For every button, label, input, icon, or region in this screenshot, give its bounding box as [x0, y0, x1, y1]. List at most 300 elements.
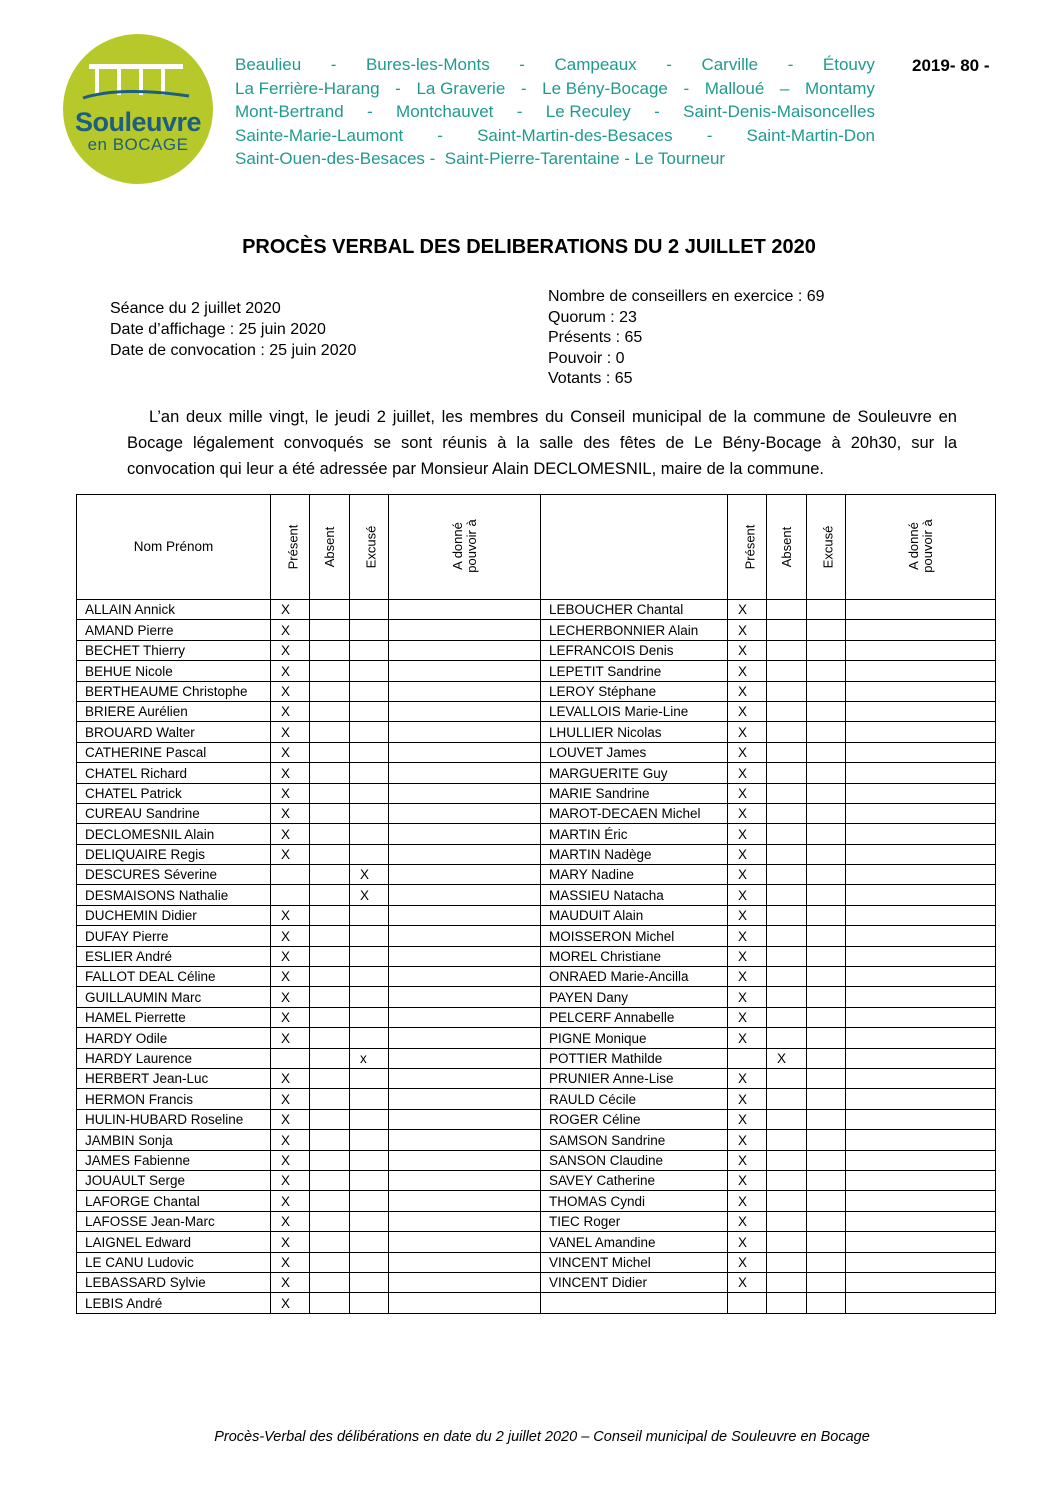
pouvoir-to-left	[389, 824, 541, 844]
pouvoir-to-left	[389, 620, 541, 640]
pouvoir-to-right	[846, 1293, 996, 1313]
present-mark-left: X	[271, 1150, 310, 1170]
excuse-mark-left	[350, 1068, 389, 1088]
member-name-right: MARTIN Éric	[541, 824, 728, 844]
pouvoir-to-right	[846, 1130, 996, 1150]
present-mark-left: X	[271, 620, 310, 640]
absent-mark-right	[767, 824, 807, 844]
excuse-mark-right	[807, 844, 846, 864]
commune: Campeaux	[554, 55, 637, 74]
member-name-left: DUFAY Pierre	[77, 926, 271, 946]
count-pouvoir: Pouvoir : 0	[548, 349, 625, 367]
excuse-mark-left	[350, 1211, 389, 1231]
member-name-left: JOUAULT Serge	[77, 1170, 271, 1190]
table-row	[77, 1232, 996, 1252]
pouvoir-to-left	[389, 946, 541, 966]
member-name-right: SAMSON Sandrine	[541, 1130, 728, 1150]
present-mark-right: X	[728, 783, 767, 803]
excuse-mark-right	[807, 1150, 846, 1170]
pouvoir-to-right	[846, 763, 996, 783]
header-present	[271, 495, 310, 600]
separator: -	[683, 78, 690, 98]
seance-date: Séance du 2 juillet 2020	[110, 300, 281, 317]
commune: Beaulieu	[235, 55, 302, 74]
pouvoir-to-right	[846, 967, 996, 987]
table-row	[77, 742, 996, 762]
pouvoir-to-right	[846, 885, 996, 905]
commune: La Graverie	[416, 78, 506, 98]
present-mark-left: X	[271, 600, 310, 620]
absent-mark-right	[767, 681, 807, 701]
table-row	[77, 987, 996, 1007]
present-mark-left: X	[271, 1028, 310, 1048]
excuse-mark-left	[350, 803, 389, 823]
pouvoir-to-right	[846, 987, 996, 1007]
communes-list	[235, 53, 875, 171]
present-mark-right: X	[728, 1130, 767, 1150]
table-row	[77, 1068, 996, 1088]
pouvoir-to-right	[846, 824, 996, 844]
absent-mark-right	[767, 1028, 807, 1048]
table-row	[77, 1130, 996, 1150]
pouvoir-to-right	[846, 1068, 996, 1088]
member-name-right: LEVALLOIS Marie-Line	[541, 701, 728, 721]
excuse-mark-right	[807, 1068, 846, 1088]
header-absent-right-label: Absent	[779, 526, 795, 568]
commune: Montamy	[805, 78, 875, 98]
excuse-mark-right	[807, 620, 846, 640]
excuse-mark-left	[350, 824, 389, 844]
excuse-mark-left	[350, 1007, 389, 1027]
excuse-mark-right	[807, 722, 846, 742]
logo-bridge-graphic	[81, 62, 191, 102]
absent-mark-right: X	[767, 1048, 807, 1068]
excuse-mark-left	[350, 1272, 389, 1292]
member-name-left: BROUARD Walter	[77, 722, 271, 742]
communes-line	[235, 147, 875, 171]
member-name-right: MARGUERITE Guy	[541, 763, 728, 783]
member-name-right: MOISSERON Michel	[541, 926, 728, 946]
header-excuse	[350, 495, 389, 600]
pouvoir-to-left	[389, 722, 541, 742]
table-row	[77, 783, 996, 803]
absent-mark-right	[767, 865, 807, 885]
absent-mark-left	[310, 701, 350, 721]
excuse-mark-left	[350, 742, 389, 762]
pouvoir-to-right	[846, 1150, 996, 1170]
absent-mark-right	[767, 1272, 807, 1292]
absent-mark-right	[767, 722, 807, 742]
pouvoir-to-left	[389, 1130, 541, 1150]
excuse-mark-left	[350, 967, 389, 987]
member-name-right: VANEL Amandine	[541, 1232, 728, 1252]
header-pouvoir-right	[846, 495, 996, 600]
absent-mark-left	[310, 803, 350, 823]
separator: -	[787, 55, 794, 74]
present-mark-left: X	[271, 1130, 310, 1150]
present-mark-right: X	[728, 640, 767, 660]
member-name-left: BECHET Thierry	[77, 640, 271, 660]
commune: Bures-les-Monts	[365, 55, 490, 74]
absent-mark-right	[767, 783, 807, 803]
present-mark-right: X	[728, 722, 767, 742]
pouvoir-to-right	[846, 1007, 996, 1027]
count-exercice: Nombre de conseillers en exercice : 69	[548, 288, 825, 305]
member-name-right: POTTIER Mathilde	[541, 1048, 728, 1068]
present-mark-right: X	[728, 1068, 767, 1088]
present-mark-left: X	[271, 926, 310, 946]
absent-mark-right	[767, 946, 807, 966]
present-mark-right: X	[728, 844, 767, 864]
pouvoir-to-left	[389, 844, 541, 864]
present-mark-left: X	[271, 1089, 310, 1109]
table-row	[77, 905, 996, 925]
table-row	[77, 1028, 996, 1048]
pouvoir-to-left	[389, 1109, 541, 1129]
absent-mark-left	[310, 661, 350, 681]
present-mark-left: X	[271, 987, 310, 1007]
excuse-mark-right	[807, 1232, 846, 1252]
table-row	[77, 1191, 996, 1211]
absent-mark-right	[767, 661, 807, 681]
excuse-mark-left	[350, 1028, 389, 1048]
date-convocation: Date de convocation : 25 juin 2020	[110, 342, 357, 359]
page-reference: 2019- 80 -	[912, 56, 990, 75]
logo-name: Souleuvre	[74, 107, 202, 137]
excuse-mark-left	[350, 946, 389, 966]
absent-mark-left	[310, 763, 350, 783]
absent-mark-right	[767, 1293, 807, 1313]
commune: Sainte-Marie-Laumont	[235, 125, 404, 145]
pouvoir-to-right	[846, 946, 996, 966]
member-name-right: PELCERF Annabelle	[541, 1007, 728, 1027]
commune: Saint-Martin-des-Besaces	[477, 125, 673, 145]
pouvoir-to-right	[846, 620, 996, 640]
present-mark-left: X	[271, 742, 310, 762]
absent-mark-right	[767, 1089, 807, 1109]
absent-mark-right	[767, 763, 807, 783]
present-mark-left: X	[271, 844, 310, 864]
excuse-mark-right	[807, 803, 846, 823]
excuse-mark-right	[807, 1211, 846, 1231]
excuse-mark-left	[350, 1293, 389, 1313]
excuse-mark-left: X	[350, 885, 389, 905]
member-name-left: HERBERT Jean-Luc	[77, 1068, 271, 1088]
pouvoir-to-left	[389, 1048, 541, 1068]
present-mark-left: X	[271, 681, 310, 701]
excuse-mark-right	[807, 1272, 846, 1292]
member-name-left: LE CANU Ludovic	[77, 1252, 271, 1272]
pouvoir-to-right	[846, 1191, 996, 1211]
member-name-right: MAROT-DECAEN Michel	[541, 803, 728, 823]
header-absent-label: Absent	[322, 526, 338, 568]
pouvoir-to-right	[846, 865, 996, 885]
count-presents: Présents : 65	[548, 329, 643, 346]
member-name-left: ESLIER André	[77, 946, 271, 966]
member-name-left: HARDY Odile	[77, 1028, 271, 1048]
absent-mark-right	[767, 1109, 807, 1129]
header-name-right	[541, 495, 728, 600]
excuse-mark-left	[350, 722, 389, 742]
member-name-right: SANSON Claudine	[541, 1150, 728, 1170]
absent-mark-left	[310, 967, 350, 987]
absent-mark-right	[767, 600, 807, 620]
header-absent	[310, 495, 350, 600]
present-mark-right: X	[728, 701, 767, 721]
absent-mark-left	[310, 926, 350, 946]
present-mark-right: X	[728, 967, 767, 987]
member-name-right: VINCENT Michel	[541, 1252, 728, 1272]
member-name-right: VINCENT Didier	[541, 1272, 728, 1292]
member-name-left: CATHERINE Pascal	[77, 742, 271, 762]
pouvoir-to-right	[846, 681, 996, 701]
member-name-left: DESCURES Séverine	[77, 865, 271, 885]
present-mark-right: X	[728, 1211, 767, 1231]
absent-mark-left	[310, 905, 350, 925]
commune: Saint-Martin-Don	[746, 125, 875, 145]
pouvoir-to-right	[846, 661, 996, 681]
absent-mark-left	[310, 742, 350, 762]
table-row	[77, 1211, 996, 1231]
absent-mark-right	[767, 905, 807, 925]
excuse-mark-left	[350, 783, 389, 803]
table-row	[77, 946, 996, 966]
member-name-left: FALLOT DEAL Céline	[77, 967, 271, 987]
member-name-right: PRUNIER Anne-Lise	[541, 1068, 728, 1088]
pouvoir-to-left	[389, 1211, 541, 1231]
absent-mark-right	[767, 1007, 807, 1027]
table-row	[77, 1109, 996, 1129]
table-row	[77, 824, 996, 844]
header-absent-right	[767, 495, 807, 600]
pouvoir-to-right	[846, 803, 996, 823]
excuse-mark-right	[807, 1252, 846, 1272]
excuse-mark-right	[807, 640, 846, 660]
absent-mark-left	[310, 1068, 350, 1088]
separator: -	[330, 55, 337, 74]
member-name-left: BEHUE Nicole	[77, 661, 271, 681]
excuse-mark-right	[807, 701, 846, 721]
absent-mark-left	[310, 885, 350, 905]
absent-mark-left	[310, 1130, 350, 1150]
present-mark-right: X	[728, 763, 767, 783]
pouvoir-to-right	[846, 1028, 996, 1048]
communes-line	[235, 124, 875, 148]
member-name-right: LECHERBONNIER Alain	[541, 620, 728, 640]
member-name-left: JAMES Fabienne	[77, 1150, 271, 1170]
count-quorum: Quorum : 23	[548, 308, 637, 326]
member-name-right: MARY Nadine	[541, 865, 728, 885]
table-row	[77, 763, 996, 783]
pouvoir-to-left	[389, 1252, 541, 1272]
excuse-mark-right	[807, 1089, 846, 1109]
table-row	[77, 722, 996, 742]
count-votants: Votants : 65	[548, 370, 633, 387]
excuse-mark-left	[350, 640, 389, 660]
present-mark-left: X	[271, 1109, 310, 1129]
communes-line	[235, 100, 875, 124]
excuse-mark-right	[807, 967, 846, 987]
member-name-right: LEPETIT Sandrine	[541, 661, 728, 681]
member-name-left: HERMON Francis	[77, 1089, 271, 1109]
attendance-table	[76, 494, 996, 1314]
member-name-left: HAMEL Pierrette	[77, 1007, 271, 1027]
pouvoir-to-right	[846, 1048, 996, 1068]
table-row	[77, 1150, 996, 1170]
table-row	[77, 1048, 996, 1068]
header-present-right	[728, 495, 767, 600]
separator: -	[519, 55, 525, 74]
logo-subtitle: en BOCAGE	[87, 135, 189, 154]
separator: -	[395, 78, 401, 98]
absent-mark-left	[310, 620, 350, 640]
present-mark-right: X	[728, 1150, 767, 1170]
pouvoir-to-left	[389, 783, 541, 803]
table-row	[77, 803, 996, 823]
present-mark-right: X	[728, 600, 767, 620]
commune: Saint-Ouen-des-Besaces - Saint-Pierre-Tarentaine - Le Tourneur	[235, 149, 726, 168]
pouvoir-to-right	[846, 600, 996, 620]
excuse-mark-left	[350, 763, 389, 783]
pouvoir-to-right	[846, 1089, 996, 1109]
member-name-right: ROGER Céline	[541, 1109, 728, 1129]
pouvoir-to-right	[846, 1170, 996, 1190]
excuse-mark-left	[350, 1232, 389, 1252]
member-name-right: TIEC Roger	[541, 1211, 728, 1231]
separator: -	[666, 55, 672, 74]
header-pouvoir-right-label: A donné pouvoir à	[905, 519, 935, 573]
pouvoir-to-left	[389, 1170, 541, 1190]
excuse-mark-left	[350, 1089, 389, 1109]
absent-mark-right	[767, 987, 807, 1007]
separator: -	[706, 125, 713, 145]
excuse-mark-right	[807, 661, 846, 681]
pouvoir-to-left	[389, 1068, 541, 1088]
table-row	[77, 844, 996, 864]
excuse-mark-right	[807, 681, 846, 701]
excuse-mark-left	[350, 1191, 389, 1211]
absent-mark-left	[310, 987, 350, 1007]
pouvoir-to-left	[389, 967, 541, 987]
commune: Le Bény-Bocage	[542, 78, 668, 98]
header-pouvoir-label: A donné pouvoir à	[449, 519, 479, 573]
excuse-mark-right	[807, 865, 846, 885]
absent-mark-right	[767, 885, 807, 905]
date-affichage: Date d’affichage : 25 juin 2020	[110, 321, 326, 338]
attendance-rows	[77, 600, 996, 1314]
present-mark-right: X	[728, 885, 767, 905]
commune: Saint-Denis-Maisoncelles	[683, 102, 875, 121]
excuse-mark-right	[807, 1293, 846, 1313]
absent-mark-left	[310, 865, 350, 885]
member-name-right: LOUVET James	[541, 742, 728, 762]
member-name-left: BERTHEAUME Christophe	[77, 681, 271, 701]
commune: Malloué	[704, 78, 765, 98]
excuse-mark-right	[807, 1191, 846, 1211]
excuse-mark-right	[807, 1007, 846, 1027]
present-mark-right	[728, 1048, 767, 1068]
absent-mark-right	[767, 620, 807, 640]
pouvoir-to-left	[389, 905, 541, 925]
excuse-mark-right	[807, 987, 846, 1007]
absent-mark-right	[767, 1130, 807, 1150]
seance-info	[110, 298, 356, 361]
present-mark-left: X	[271, 1170, 310, 1190]
table-row	[77, 1272, 996, 1292]
present-mark-left: X	[271, 763, 310, 783]
excuse-mark-left: X	[350, 865, 389, 885]
pouvoir-to-right	[846, 1211, 996, 1231]
separator: –	[779, 78, 790, 98]
excuse-mark-left	[350, 600, 389, 620]
present-mark-left: X	[271, 1293, 310, 1313]
present-mark-left	[271, 865, 310, 885]
table-row	[77, 681, 996, 701]
pouvoir-to-right	[846, 844, 996, 864]
member-name-right: ONRAED Marie-Ancilla	[541, 967, 728, 987]
commune: Le Reculey	[545, 102, 631, 121]
member-name-right: LEFRANCOIS Denis	[541, 640, 728, 660]
pouvoir-to-right	[846, 722, 996, 742]
separator: -	[367, 102, 373, 121]
separator: -	[437, 125, 443, 145]
pouvoir-to-left	[389, 865, 541, 885]
excuse-mark-right	[807, 1028, 846, 1048]
present-mark-left: X	[271, 722, 310, 742]
excuse-mark-right	[807, 763, 846, 783]
pouvoir-to-left	[389, 987, 541, 1007]
excuse-mark-right	[807, 926, 846, 946]
pouvoir-to-left	[389, 1272, 541, 1292]
excuse-mark-left: x	[350, 1048, 389, 1068]
pouvoir-to-left	[389, 885, 541, 905]
pouvoir-to-left	[389, 1007, 541, 1027]
member-name-right: PIGNE Monique	[541, 1028, 728, 1048]
table-header-row	[77, 495, 996, 600]
commune: Étouvy	[822, 55, 875, 74]
logo	[63, 34, 213, 184]
absent-mark-right	[767, 742, 807, 762]
member-name-right: LEBOUCHER Chantal	[541, 600, 728, 620]
present-mark-left: X	[271, 946, 310, 966]
member-name-left: HARDY Laurence	[77, 1048, 271, 1068]
present-mark-right: X	[728, 946, 767, 966]
absent-mark-left	[310, 946, 350, 966]
header-name: Nom Prénom	[77, 495, 271, 600]
pouvoir-to-left	[389, 1293, 541, 1313]
absent-mark-right	[767, 926, 807, 946]
absent-mark-left	[310, 783, 350, 803]
excuse-mark-left	[350, 1109, 389, 1129]
absent-mark-left	[310, 1048, 350, 1068]
absent-mark-left	[310, 844, 350, 864]
present-mark-left: X	[271, 824, 310, 844]
member-name-left: LEBIS André	[77, 1293, 271, 1313]
present-mark-right: X	[728, 742, 767, 762]
pouvoir-to-left	[389, 1028, 541, 1048]
absent-mark-right	[767, 1191, 807, 1211]
absent-mark-left	[310, 1170, 350, 1190]
excuse-mark-right	[807, 783, 846, 803]
present-mark-right: X	[728, 1007, 767, 1027]
present-mark-left: X	[271, 1232, 310, 1252]
present-mark-left: X	[271, 1252, 310, 1272]
pouvoir-to-right	[846, 905, 996, 925]
member-name-right: MAUDUIT Alain	[541, 905, 728, 925]
table-row	[77, 1170, 996, 1190]
absent-mark-left	[310, 1109, 350, 1129]
pouvoir-to-left	[389, 1191, 541, 1211]
